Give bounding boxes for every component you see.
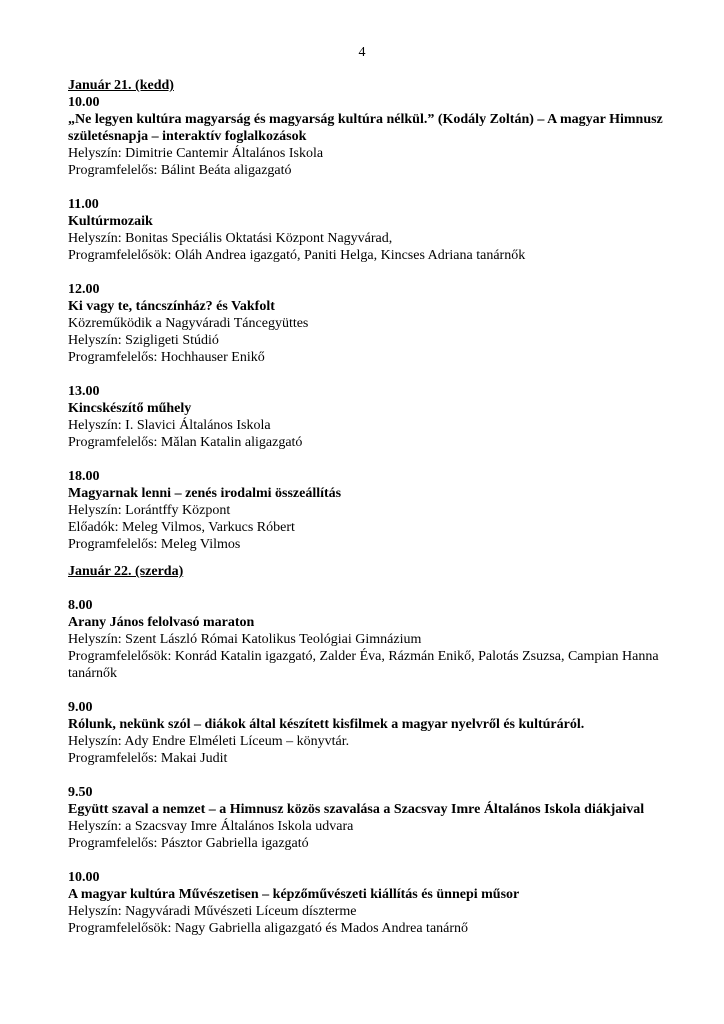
event-responsible: Programfelelős: Meleg Vilmos	[68, 537, 241, 552]
event-location: Helyszín: Bonitas Speciális Oktatási Központ Nagyvárad,	[68, 231, 393, 246]
event-location: Helyszín: I. Slavici Általános Iskola	[68, 418, 271, 433]
event-responsible: Programfelelős: Makai Judit	[68, 751, 228, 766]
event-title: Arany János felolvasó maraton	[68, 615, 255, 630]
event-performers: Előadók: Meleg Vilmos, Varkucs Róbert	[68, 520, 295, 535]
event	[68, 383, 668, 451]
event-title: Együtt szaval a nemzet – a Himnusz közös szavalása a Szacsvay Imre Általános Iskola diákjaival	[68, 802, 645, 817]
event-responsible: Programfelelősök: Oláh Andrea igazgató, Paniti Helga, Kincses Adriana tanárnők	[68, 248, 526, 263]
event-location: Helyszín: Ady Endre Elméleti Líceum – könyvtár.	[68, 734, 350, 749]
event-title: Magyarnak lenni – zenés irodalmi összeállítás	[68, 486, 342, 501]
event-time: 9.50	[68, 785, 93, 800]
event-time: 11.00	[68, 197, 99, 212]
event-title: „Ne legyen kultúra magyarság és magyarság kultúra nélkül.” (Kodály Zoltán) – A magyar Himnusz születésnapja – interaktív foglalkozások	[68, 112, 663, 144]
event-time: 10.00	[68, 870, 100, 885]
event-time: 9.00	[68, 700, 93, 715]
event-location: Helyszín: Dimitrie Cantemir Általános Iskola	[68, 146, 324, 161]
document-body	[68, 77, 668, 937]
event-location: Helyszín: a Szacsvay Imre Általános Iskola udvara	[68, 819, 354, 834]
event-title: Kultúrmozaik	[68, 214, 153, 229]
event-responsible: Programfelelős: Mălan Katalin aligazgató	[68, 435, 303, 450]
event-location: Helyszín: Szigligeti Stúdió	[68, 333, 219, 348]
event-responsible: Programfelelős: Hochhauser Enikő	[68, 350, 265, 365]
event-performers: Közreműködik a Nagyváradi Táncegyüttes	[68, 316, 309, 331]
day-heading: Január 21. (kedd)	[68, 78, 174, 93]
event-location: Helyszín: Lorántffy Központ	[68, 503, 231, 518]
event-title: Rólunk, nekünk szól – diákok által készített kisfilmek a magyar nyelvről és kultúráról.	[68, 717, 585, 732]
event-responsible: Programfelelősök: Konrád Katalin igazgató, Zalder Éva, Rázmán Enikő, Palotás Zsuzsa, Campian Hanna tanárnők	[68, 649, 659, 681]
event-responsible: Programfelelősök: Nagy Gabriella aligazgató és Mados Andrea tanárnő	[68, 921, 469, 936]
event	[68, 869, 668, 937]
event	[68, 699, 668, 767]
event-time: 18.00	[68, 469, 100, 484]
day-heading: Január 22. (szerda)	[68, 564, 184, 579]
page-number: 4	[358, 45, 366, 60]
event	[68, 281, 668, 366]
event	[68, 784, 668, 852]
event-location: Helyszín: Szent László Római Katolikus Teológiai Gimnázium	[68, 632, 422, 647]
event-responsible: Programfelelős: Bálint Beáta aligazgató	[68, 163, 292, 178]
event-responsible: Programfelelős: Pásztor Gabriella igazgató	[68, 836, 309, 851]
event	[68, 94, 668, 179]
event-title: Ki vagy te, táncszínház? és Vakfolt	[68, 299, 275, 314]
event-time: 12.00	[68, 282, 100, 297]
event-location: Helyszín: Nagyváradi Művészeti Líceum díszterme	[68, 904, 357, 919]
event	[68, 468, 668, 553]
event-title: A magyar kultúra Művészetisen – képzőművészeti kiállítás és ünnepi műsor	[68, 887, 520, 902]
event	[68, 196, 668, 264]
event-title: Kincskészítő műhely	[68, 401, 192, 416]
event-time: 13.00	[68, 384, 100, 399]
event-time: 8.00	[68, 598, 93, 613]
event	[68, 597, 668, 682]
event-time: 10.00	[68, 95, 100, 110]
